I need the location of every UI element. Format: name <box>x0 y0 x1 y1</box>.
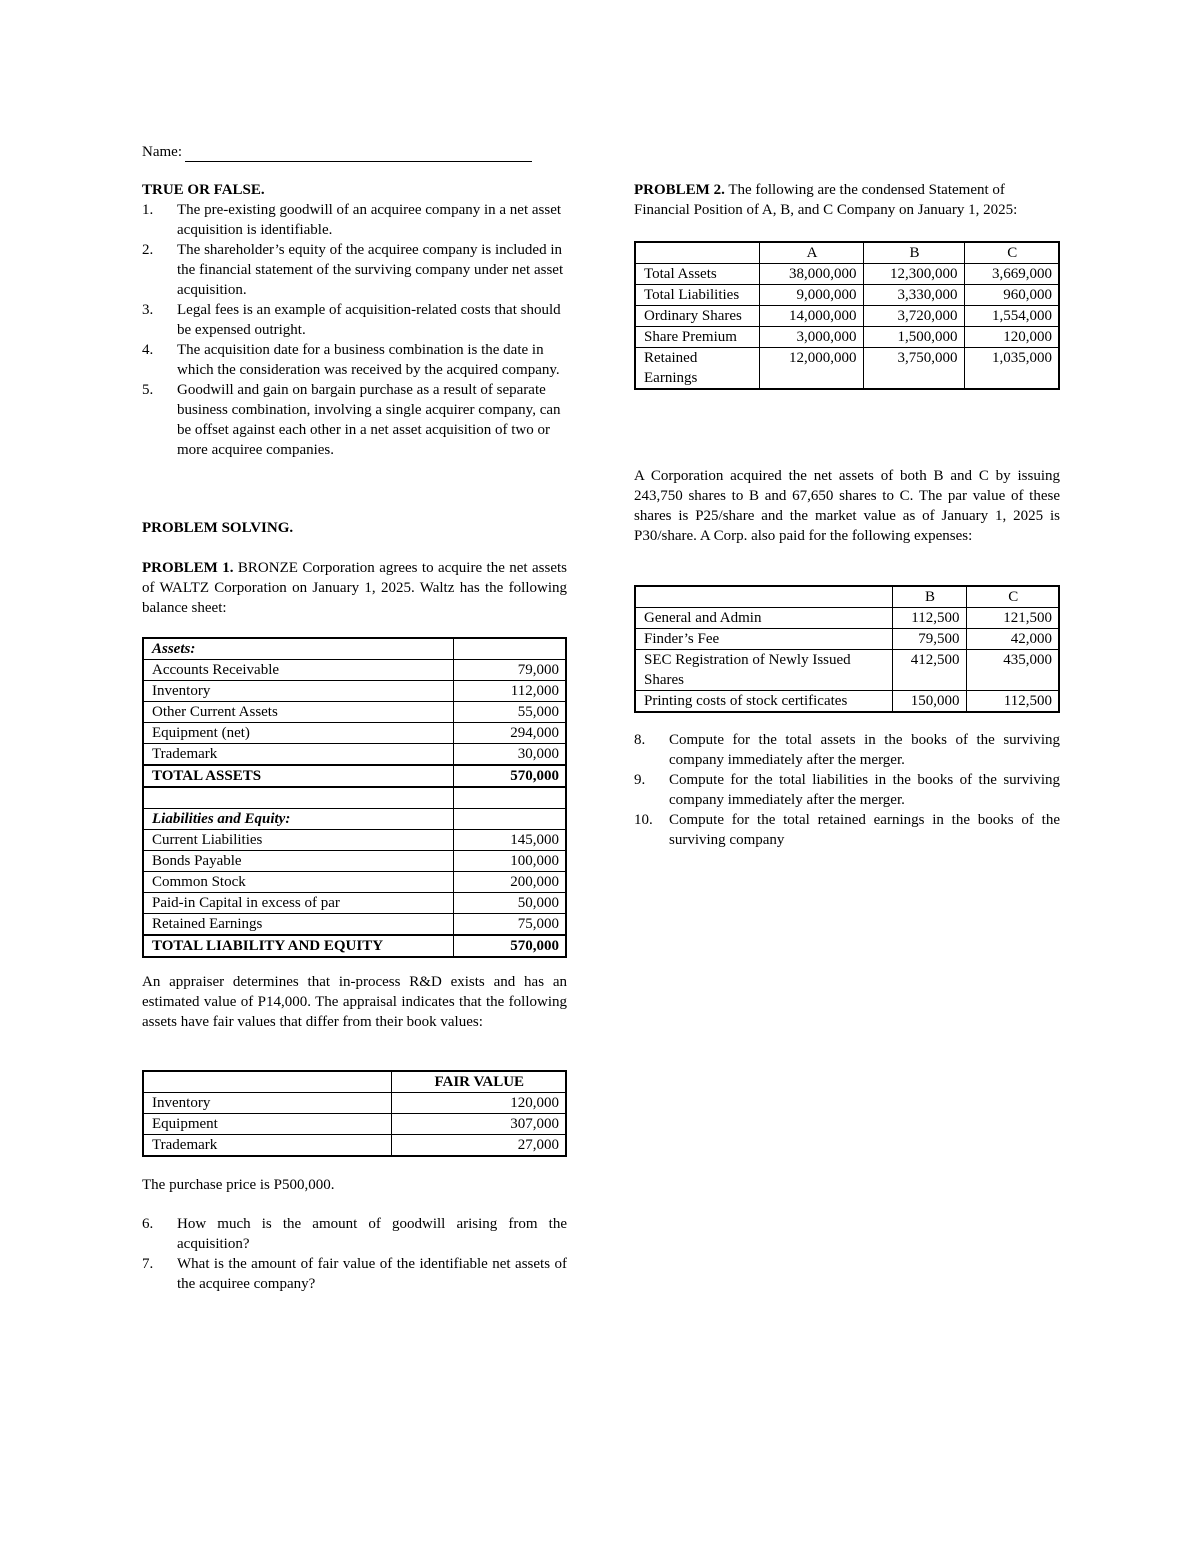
table-row: Inventory 112,000 <box>143 681 566 702</box>
table-row: Accounts Receivable 79,000 <box>143 660 566 681</box>
total-assets-row: TOTAL ASSETS 570,000 <box>143 765 566 787</box>
name-field <box>142 142 532 162</box>
table-row: Finder’s Fee 79,500 42,000 <box>635 629 1059 650</box>
assets-header: Assets: <box>143 638 453 660</box>
list-item: 6. How much is the amount of goodwill arising from the acquisition? <box>142 1216 567 1252</box>
table-row: Share Premium 3,000,000 1,500,000 120,000 <box>635 327 1059 348</box>
balance-sheet-table <box>142 637 567 958</box>
table-row <box>143 787 566 809</box>
list-item: 2. The shareholder’s equity of the acquiree company is included in the financial statement of the surviving company under net asset acquisition. <box>142 242 564 298</box>
appraiser-paragraph: An appraiser determines that in-process R&D exists and has an estimated value of P14,000. The appraisal indicates that the following assets have fair values that differ from their book values: <box>142 974 567 1030</box>
table-row: Total Assets 38,000,000 12,300,000 3,669,000 <box>635 264 1059 285</box>
table-row: Equipment 307,000 <box>143 1114 566 1135</box>
list-item: 7. What is the amount of fair value of the identifiable net assets of the acquiree company? <box>142 1256 567 1292</box>
total-liability-equity-row: TOTAL LIABILITY AND EQUITY 570,000 <box>143 935 566 957</box>
list-item: 8. Compute for the total assets in the books of the surviving company immediately after the merger. <box>634 732 1060 768</box>
table-row <box>143 809 566 830</box>
table-row: Printing costs of stock certificates 150,000 112,500 <box>635 691 1059 713</box>
liabilities-equity-header: Liabilities and Equity: <box>143 809 453 830</box>
table-row: B C <box>635 586 1059 608</box>
table-row: Equipment (net) 294,000 <box>143 723 566 744</box>
table-row: Ordinary Shares 14,000,000 3,720,000 1,554,000 <box>635 306 1059 327</box>
problem-2-intro: PROBLEM 2. The following are the condensed Statement of Financial Position of A, B, and C Company on January 1, 2025: <box>634 182 1018 218</box>
table-row: Bonds Payable 100,000 <box>143 851 566 872</box>
table-row: Retained Earnings 12,000,000 3,750,000 1,035,000 <box>635 348 1059 390</box>
table-row: Retained Earnings 75,000 <box>143 914 566 936</box>
table-row: Current Liabilities 145,000 <box>143 830 566 851</box>
name-blank <box>185 146 532 162</box>
table-row: A B C <box>635 242 1059 264</box>
table-row: Paid-in Capital in excess of par 50,000 <box>143 893 566 914</box>
purchase-price: The purchase price is P500,000. <box>142 1177 335 1193</box>
true-false-section <box>142 180 567 460</box>
table-row: Trademark 30,000 <box>143 744 566 766</box>
problem-solving-heading: PROBLEM SOLVING. <box>142 520 294 536</box>
true-false-list <box>142 200 567 460</box>
table-row <box>143 1071 566 1093</box>
problem-2-paragraph: A Corporation acquired the net assets of both B and C by issuing 243,750 shares to B and 67,650 shares to C. The par value of these shares is P25/share and the market value as of January 1, 2025 is P30/share. A Corp. also paid for the following expenses: <box>634 468 1060 544</box>
true-false-heading: TRUE OR FALSE. <box>142 182 265 198</box>
list-item: 9. Compute for the total liabilities in the books of the surviving company immediately after the merger. <box>634 772 1060 808</box>
fair-value-table <box>142 1070 567 1157</box>
table-row: Common Stock 200,000 <box>143 872 566 893</box>
table-row: Other Current Assets 55,000 <box>143 702 566 723</box>
list-item: 3. Legal fees is an example of acquisition-related costs that should be expensed outright. <box>142 302 561 338</box>
list-item: 10. Compute for the total retained earnings in the books of the surviving company <box>634 812 1060 848</box>
table-row: Trademark 27,000 <box>143 1135 566 1157</box>
expenses-table <box>634 585 1060 713</box>
name-label: Name: <box>142 144 182 160</box>
problem-1-questions <box>142 1214 567 1294</box>
table-row: SEC Registration of Newly Issued Shares 412,500 435,000 <box>635 650 1059 691</box>
fair-value-header: FAIR VALUE <box>391 1071 566 1093</box>
table-row: General and Admin 112,500 121,500 <box>635 608 1059 629</box>
table-row: Inventory 120,000 <box>143 1093 566 1114</box>
list-item: 1. The pre-existing goodwill of an acquiree company in a net asset acquisition is identifiable. <box>142 202 562 238</box>
list-item: 4. The acquisition date for a business combination is the date in which the consideration was received by the acquired company. <box>142 342 560 378</box>
sfp-table <box>634 241 1060 390</box>
table-row: Total Liabilities 9,000,000 3,330,000 960,000 <box>635 285 1059 306</box>
problem-1-intro: PROBLEM 1. BRONZE Corporation agrees to acquire the net assets of WALTZ Corporation on January 1, 2025. Waltz has the following balance sheet: <box>142 560 567 616</box>
list-item: 5. Goodwill and gain on bargain purchase as a result of separate business combination, involving a single acquirer company, can be offset against each other in a net asset acquisition of two or more acquiree companies. <box>142 382 561 458</box>
problem-2-questions <box>634 730 1060 850</box>
table-row <box>143 638 566 660</box>
